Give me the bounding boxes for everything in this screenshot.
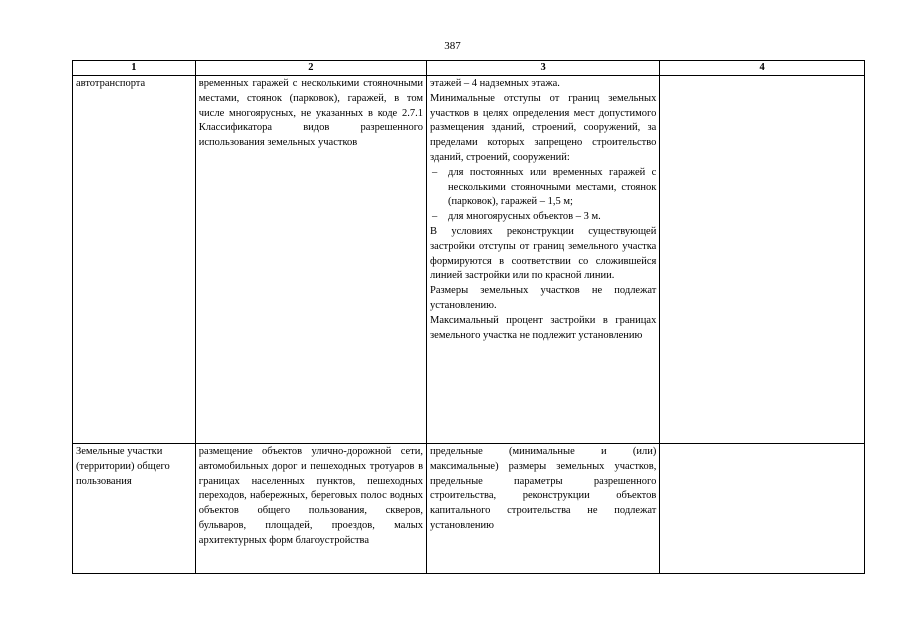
row2-description: размещение объектов улично-дорожной сети, автомобильных дорог и пешеходных тротуаров в границах населенных пунктов, пешеходных переходов, набережных, береговых полос водных объектов общего пользования, скверов, бульваров, площадей, проездов, малых архитектурных форм благоустройства	[198, 446, 424, 546]
row2-col3-cell	[427, 444, 660, 574]
column-header-3: 3	[427, 61, 660, 76]
list-item: – для многоярусных объектов – 3 м.	[430, 210, 656, 225]
column-header-4: 4	[660, 61, 865, 76]
row1-col2-cell	[195, 76, 426, 444]
row1-sizes-text: Размеры земельных участков не подлежат установлению.	[430, 285, 657, 311]
list-item: – для постоянных или временных гаражей с несколькими стояночными местами, стоянок (парковок), гаражей – 1,5 м;	[430, 166, 656, 210]
row1-description: временных гаражей с несколькими стояночными местами, стоянок (парковок), гаражей, в том числе многоярусных, не указанных в коде 2.7.1 Классификатора видов разрешенного использования земельных участков	[198, 78, 424, 149]
row1-setbacks-intro: Минимальные отступы от границ земельных участков в целях определения мест допустимого размещения зданий, строений, сооружений, за пределами которых запрещено строительство зданий, строений, сооружений:	[430, 92, 657, 163]
row1-floors-text: этажей – 4 надземных этажа.	[430, 78, 560, 89]
row2-col4-cell	[660, 444, 865, 574]
row1-col1-cell	[73, 76, 196, 444]
page-number: 387	[444, 40, 461, 52]
row1-setbacks-list	[430, 166, 656, 225]
column-header-1: 1	[73, 61, 196, 76]
row2-parameters-text: предельные (минимальные и (или) максимальные) размеры земельных участков, предельные параметры разрешенного строительства, реконструкции объектов капитального строительства не подлежат установлению	[430, 446, 657, 531]
row1-col4-cell	[660, 76, 865, 444]
row1-max-percent-text: Максимальный процент застройки в границах земельного участка не подлежит установлению	[430, 314, 657, 341]
row1-col3-cell	[427, 76, 660, 444]
row2-land-use-label: Земельные участки (территории) общего пользования	[76, 446, 170, 487]
row1-reconstruction-text: В условиях реконструкции существующей застройки отступы от границ земельного участка формируются в соответствии со сложившейся линией застройки или по красной линии.	[430, 225, 657, 282]
row1-land-use-label: автотранспорта	[76, 78, 146, 89]
table-row	[73, 76, 865, 444]
column-header-2: 2	[195, 61, 426, 76]
regulations-table	[72, 60, 865, 574]
row2-col2-cell	[195, 444, 426, 574]
table-header-row	[73, 61, 865, 76]
row2-col1-cell	[73, 444, 196, 574]
table-row	[73, 444, 865, 574]
